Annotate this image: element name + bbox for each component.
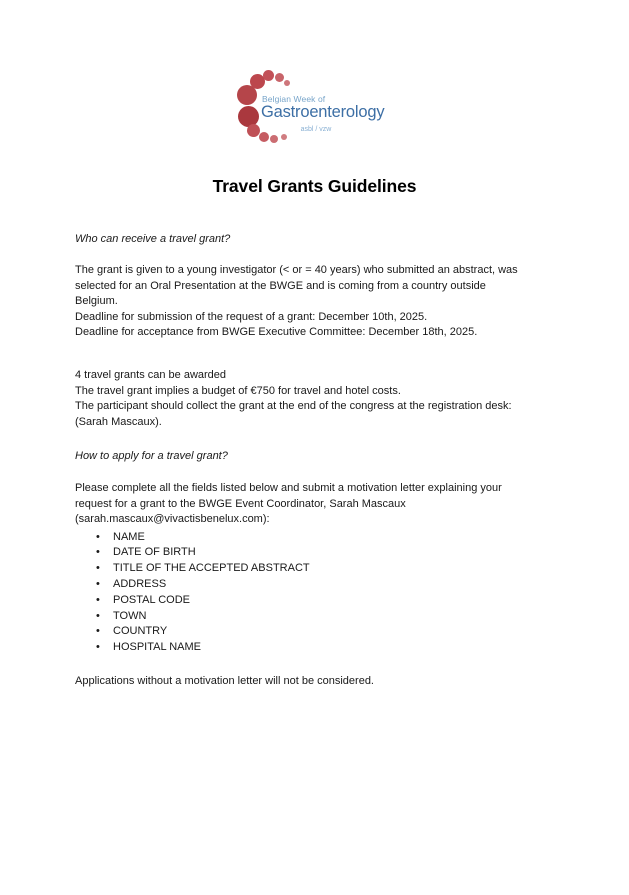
bwge-logo bbox=[235, 66, 395, 146]
bullet-icon: • bbox=[96, 641, 100, 654]
field-list-item bbox=[75, 640, 595, 656]
field-list-item bbox=[75, 593, 595, 609]
body-line: (sarah.mascaux@vivactisbenelux.com): bbox=[75, 513, 270, 526]
logo-dot-icon bbox=[259, 132, 269, 142]
logo-tagline-bottom: asbl / vzw bbox=[300, 126, 332, 133]
body-line: The travel grant implies a budget of €750 for travel and hotel costs. bbox=[75, 384, 401, 397]
field-label: TITLE OF THE ACCEPTED ABSTRACT bbox=[113, 562, 310, 575]
field-label: DATE OF BIRTH bbox=[113, 546, 196, 559]
field-list-item bbox=[75, 530, 595, 546]
logo-dot-icon bbox=[284, 80, 290, 86]
required-fields-list bbox=[75, 530, 595, 656]
field-list-item bbox=[75, 624, 595, 640]
bullet-icon: • bbox=[96, 562, 100, 575]
page-title: Travel Grants Guidelines bbox=[212, 176, 417, 196]
bullet-icon: • bbox=[96, 530, 100, 543]
bullet-icon: • bbox=[96, 609, 100, 622]
body-line: Deadline for acceptance from BWGE Executive Committee: December 18th, 2025. bbox=[75, 326, 478, 339]
section-heading-how: How to apply for a travel grant? bbox=[75, 450, 228, 463]
logo-dot-icon bbox=[281, 134, 287, 140]
document-body bbox=[75, 232, 595, 689]
logo-dot-icon bbox=[247, 124, 260, 137]
field-list-item bbox=[75, 545, 595, 561]
field-label: TOWN bbox=[113, 609, 147, 622]
field-label: COUNTRY bbox=[113, 625, 168, 638]
body-line: Deadline for submission of the request of a grant: December 10th, 2025. bbox=[75, 310, 428, 323]
field-label: POSTAL CODE bbox=[113, 593, 191, 606]
field-list-item bbox=[75, 577, 595, 593]
body-line: selected for an Oral Presentation at the BWGE and is coming from a country outside bbox=[75, 279, 486, 292]
paragraph-eligibility bbox=[75, 263, 595, 340]
body-line: (Sarah Mascaux). bbox=[75, 415, 162, 428]
field-label: NAME bbox=[113, 530, 145, 543]
logo-tagline-top: Belgian Week of bbox=[262, 94, 326, 104]
body-line: Please complete all the fields listed below and submit a motivation letter explaining your bbox=[75, 482, 502, 495]
bullet-icon: • bbox=[96, 578, 100, 591]
field-label: HOSPITAL NAME bbox=[113, 641, 202, 654]
footer-note: Applications without a motivation letter will not be considered. bbox=[75, 675, 374, 688]
logo-name: Gastroenterology bbox=[261, 103, 385, 121]
bullet-icon: • bbox=[96, 625, 100, 638]
body-line: 4 travel grants can be awarded bbox=[75, 369, 227, 382]
section-heading-who: Who can receive a travel grant? bbox=[75, 233, 231, 245]
body-line: Belgium. bbox=[75, 295, 118, 308]
body-line: request for a grant to the BWGE Event Coordinator, Sarah Mascaux bbox=[75, 497, 406, 510]
bullet-icon: • bbox=[96, 593, 100, 606]
field-list-item bbox=[75, 609, 595, 625]
paragraph-apply bbox=[75, 481, 595, 527]
logo-dot-icon bbox=[263, 70, 274, 81]
bullet-icon: • bbox=[96, 546, 100, 559]
logo-dot-icon bbox=[270, 135, 278, 143]
body-line: The grant is given to a young investigator (< or = 40 years) who submitted an abstract, was bbox=[75, 264, 518, 277]
body-line: The participant should collect the grant at the end of the congress at the registration desk: bbox=[75, 400, 512, 413]
paragraph-award bbox=[75, 368, 595, 430]
field-label: ADDRESS bbox=[113, 578, 167, 591]
logo-dot-icon bbox=[275, 73, 284, 82]
field-list-item bbox=[75, 561, 595, 577]
